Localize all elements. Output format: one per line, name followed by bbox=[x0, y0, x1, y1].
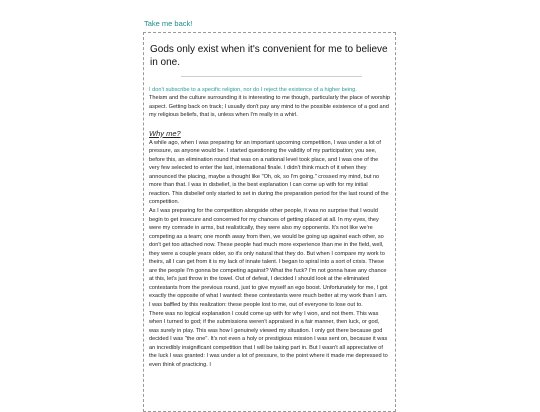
post-subtitle: I don't subscribe to a specific religion, nor do I reject the existence of a higher being. bbox=[149, 87, 357, 93]
body-paragraph-2: As I was preparing for the competition alongside other people, it was no surprise that I would begin to get insecure and concerned for my chances of getting placed at all. In my eyes, they were my comrade in arms, but realistically, they were also my opponents. It's not like we're competing as a team; one month away from then, we would be going up against each other, so don't get too attached now. These people had much more experience than me in the field, well, they were a couple years older, so it's only natural that they do. But when I compare my work to theirs, all I can get from it is my lack of innate talent. I began to spiral into a sort of crisis. These are the people I'm gonna be competing against? What the fuck? I'm not gonna have any chance at this, let's just throw in the towel. Out of defeat, I decided I should look at the eliminated contestants from the previous round, just to give myself an ego boost. Unfortunately for me, I got exactly the opposite of what I wanted: these contestants were much better at my work than I am. I was baffled by this realization: these people lost to me, out of everyone to lose out to. bbox=[149, 208, 388, 309]
title-divider bbox=[181, 76, 362, 77]
post-title: Gods only exist when it's convenient for me to believe in one. bbox=[150, 44, 388, 68]
body-paragraph-3: There was no logical explanation I could come up with for why I won, and not them. This was when I turned to god; if the submissions weren't appraised in a fair manner, then luck, or god, was surely in play. This was how I genuinely viewed my situation. I only got there because god decided I was "the one". It's not even a holy or prestigious mission I was sent on, because it was an incredibly insignificant competition that I will be taking part in. But I wasn't all appreciative of the luck I was granted: I was under a lot of pressure, to the point where it made me depressed to even think of practicing. I bbox=[149, 310, 388, 368]
back-link[interactable]: Take me back! bbox=[144, 19, 193, 28]
post-card bbox=[143, 32, 396, 412]
body-paragraph-1: A while ago, when I was preparing for an important upcoming competition, I was under a lot of pressure, as anyone would be. I started questioning the validity of my participation; you see, before this, an elimination round that was on a national level took place, and I was one of the very few selected to enter the last, international finale. I didn't think much of it when they announced the placing, maybe a thought like "Oh, ok, so I'm going." crossed my mind, but no more than that. I was in disbelief, is the best explanation I can come up with for my initial reaction. This disbelief only started to set in during the preparation period for the last round of the competition. bbox=[149, 139, 389, 206]
section-heading: Why me? bbox=[149, 128, 181, 138]
intro-paragraph: Theism and the culture surrounding it is interesting to me though, particularly the place of worship aspect. Getting back on track; I usually don't pay any mind to the possible existence of a god and my religious beliefs, that is, unless when I'm really in a whirl. bbox=[149, 95, 390, 119]
